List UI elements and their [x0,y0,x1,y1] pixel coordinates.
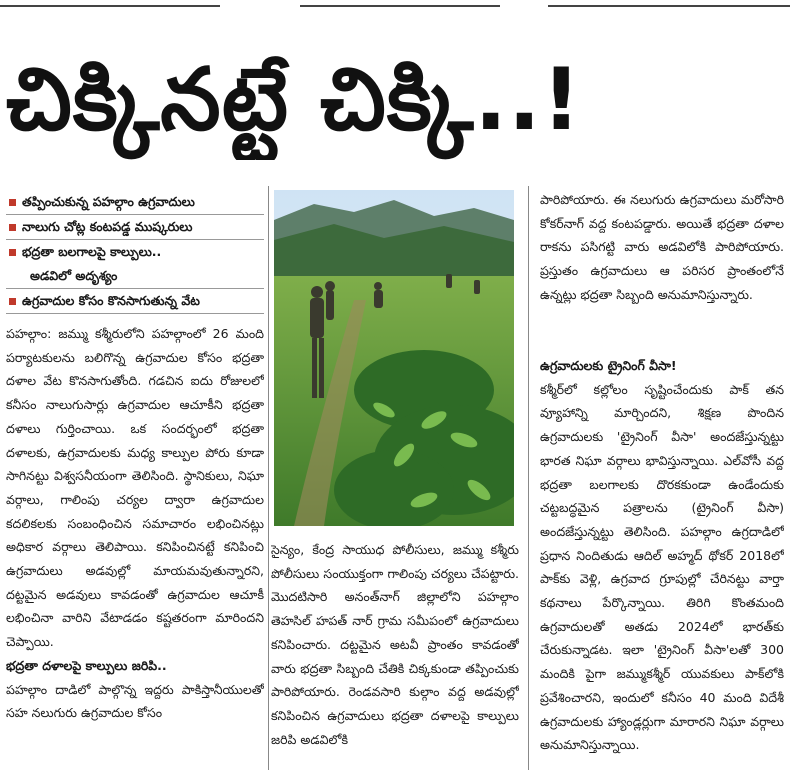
highlight-item: తప్పించుకున్న పహల్గాం ఉగ్రవాదులు [6,190,264,215]
column3-bottom-paragraph: కశ్మీర్‌లో కల్లోలం సృష్టించేందుకు పాక్ తన వ్యూహాన్ని మార్చిందని, శిక్షణ పొందిన ఉగ్రవాదులకు 'ట్రైనింగ్ వీసా' అందజేస్తున్నట్టు భారత నిఘా వర్గాలు భావిస్తున్నాయి. ఎల్‌వోసీ వద్ద భద్రతా బలగాలకు దొరకకుండా ఉండేందుకు చట్టబద్ధమైన పత్రాలను (ట్రైనింగ్ వీసా) అందజేస్తున్నట్టు తెలిసింది. పహల్గాం ఉగ్రదాడిలో ప్రధాన నిందితుడు ఆదిల్ అహ్మద్ థోకర్ 2018లో పాక్‌కు వెళ్లి, ఉగ్రవాద గ్రూపుల్లో చేరినట్టు వార్తా కథనాలు పేర్కొన్నాయి. తిరిగి కొంతమంది ఉగ్రవాదులతో అతడు 2024లో భారత్‌కు చేరుకున్నాడట. ఇలా 'ట్రైనింగ్ వీసా'లతో 300 మందికి పైగా జమ్ముకశ్మీర్ యువకులు పాక్‌లోకి ప్రవేశించారని, ఇందులో కనీసం 40 మంది విదేశీ ఉగ్రవాదులకు హ్యాండ్లర్లుగా మారారని నిఘా వర్గాలు అనుమానిస్తున్నాయి. [540,381,784,753]
highlight-item: నాలుగు చోట్ల కంటపడ్డ ముష్కరులు [6,215,264,240]
highlight-item: భద్రతా బలగాలపై కాల్పులు.. [6,240,264,264]
column-divider [268,186,269,770]
article-column-3 [540,188,784,756]
spacer [540,330,784,354]
article-column-1 [6,322,264,770]
top-page-rules [0,0,790,14]
headline: చిక్కినట్టే చిక్కి..! [6,50,582,150]
highlight-item-continued: అడవిలో అదృశ్యం [6,264,264,289]
column1-subheading: భద్రతా దళాలపై కాల్పులు జరిపి.. [6,657,167,673]
column3-top-paragraph: పారిపోయారు. ఈ నలుగురు ఉగ్రవాదులు మరోసారి కోకర్‌నాగ్ వద్ద కంటపడ్డారు. అయితే భద్రతా దళాల రాకను పసిగట్టి వారు అడవిలోకి పారిపోయారు. ప్రస్తుతం ఉగ్రవాదులు ఆ పరిసర ప్రాంతంలోనే ఉన్నట్లు భద్రతా సిబ్బంది అనుమానిస్తున్నారు. [540,192,784,302]
column3-subheading: ఉగ్రవాదులకు ట్రైనింగ్ వీసా! [540,358,677,373]
column-divider [528,186,529,770]
highlights-list [6,190,264,314]
column2-paragraph: సైన్యం, కేంద్ర సాయుధ పోలీసులు, జమ్ము కశ్మీరు పోలీసులు సంయుక్తంగా గాలింపు చర్యలు చేపట్టారు. మొదటిసారి అనంత్‌నాగ్ జిల్లాలోని పహల్గాం తెహసిల్ హపత్ నార్ గ్రామ సమీపంలో ఉగ్రవాదులు కనిపించారు. దట్టమైన అటవీ ప్రాంతం కావడంతో వారు భద్రతా సిబ్బంది చేతికి చిక్కకుండా తప్పించుకు పారిపోయారు. రెండవసారి కుల్గాం వద్ద అడవుల్లో కనిపించిన ఉగ్రవాదులు భద్రతా దళాలపై కాల్పులు జరిపి అడవిలోకి [271,542,519,747]
news-photo-soldiers-in-field [274,190,514,526]
highlight-item: ఉగ్రవాదుల కోసం కొనసాగుతున్న వేట [6,289,264,314]
article-column-2 [271,538,519,768]
lead-paragraph: పహల్గాం: జమ్ము కశ్మీరులోని పహల్గాంలో 26 మంది పర్యాటకులను బలిగొన్న ఉగ్రవాదుల కోసం భద్రతా దళాల వేట కొనసాగుతోంది. గడచిన ఐదు రోజులలో కనీసం నాలుగుసార్లు ఉగ్రవాదుల ఆచూకీని భద్రతా దళాలు గుర్తించాయి. ఒక సందర్భంలో భద్రతా దళాలకు, ఉగ్రవాదులకు మధ్య కాల్పుల పోరు కూడా సాగినట్టు విశ్వసనీయంగా తెలిసింది. స్థానికులు, నిఘా వర్గాలు, గాలింపు చర్యల ద్వారా ఉగ్రవాదుల కదలికలకు సంబంధించిన సమాచారం లభించినట్లు అధికార వర్గాలు తెలిపాయి. కనిపించినట్టే కనిపించి ఉగ్రవాదులు అడవుల్లో మాయమవుతున్నారని, దట్టమైన అడవులు కావడంతో ఉగ్రవాదుల ఆచూకీ లభించినా వారిని వేటాడడం కష్టతరంగా మారిందని చెప్పాయి. [6,326,264,650]
column1-tail-paragraph: పహల్గాం దాడిలో పాల్గొన్న ఇద్దరు పాకిస్తానీయులతో సహ నలుగురు ఉగ్రవాదుల కోసం [6,681,264,721]
